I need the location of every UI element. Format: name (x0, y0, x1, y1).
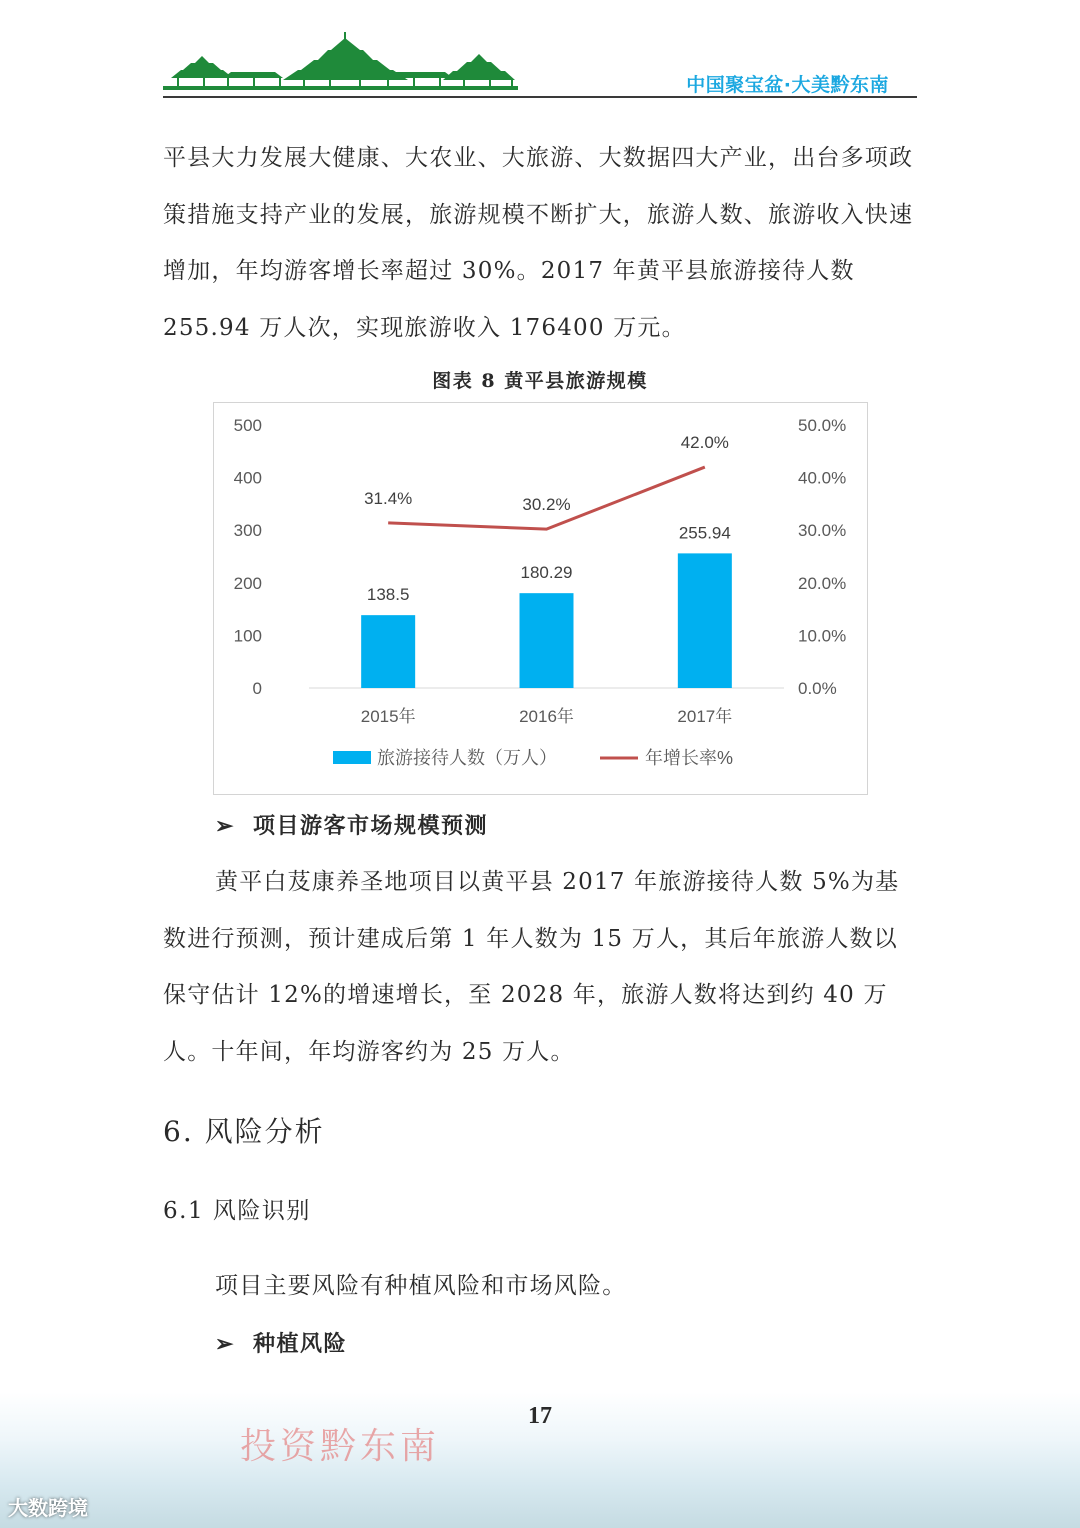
bullet-planting-risk (215, 1327, 347, 1358)
header-tagline: 中国聚宝盆·大美黔东南 (686, 74, 889, 96)
y-right-tick-label: 20.0% (798, 573, 847, 593)
y-left-tick-label: 400 (233, 468, 262, 488)
y-left-tick-label: 100 (233, 626, 262, 646)
y-left-tick-label: 200 (233, 573, 262, 593)
forecast-paragraph: 黄平白芨康养圣地项目以黄平县 2017 年旅游接待人数 5%为基数进行预测，预计建成后第 1 年人数为 15 万人，其后年旅游人数以保守估计 12%的增速增长，至 2028 年，旅游人数将达到约 40 万人。十年间，年均游客约为 25 万人。 (163, 869, 900, 1065)
bar-data-label: 180.29 (520, 563, 573, 583)
legend-bar-swatch (333, 751, 371, 764)
chart-svg (214, 403, 867, 794)
arrow-bullet-icon: ➢ (215, 1331, 235, 1357)
pavilion-logo-icon (163, 30, 523, 100)
page-header (163, 30, 917, 102)
bar (361, 615, 415, 688)
bullet-label: 项目游客市场规模预测 (253, 813, 489, 839)
section-heading-risk-analysis: 6. 风险分析 (163, 1115, 325, 1148)
y-right-tick-label: 40.0% (798, 468, 847, 488)
legend-line-label: 年增长率% (645, 748, 734, 768)
y-right-tick-label: 0.0% (798, 679, 837, 698)
y-right-tick-label: 50.0% (798, 416, 847, 435)
watermark-logo: 投资黔东南 (240, 1426, 441, 1467)
subsection-heading-risk-identification: 6.1 风险识别 (163, 1198, 311, 1224)
y-left-tick-label: 300 (233, 521, 262, 541)
bar-data-label: 255.94 (678, 523, 731, 543)
y-left-tick-label: 0 (252, 679, 262, 698)
y-left-tick-label: 500 (233, 416, 262, 435)
x-tick-label: 2015年 (360, 707, 416, 726)
arrow-bullet-icon: ➢ (215, 813, 235, 839)
page-number: 17 (528, 1403, 552, 1429)
y-right-tick-label: 10.0% (798, 626, 847, 646)
line-data-label: 31.4% (364, 488, 413, 508)
bar (520, 593, 574, 688)
bar-data-label: 138.5 (366, 585, 410, 605)
bullet-label: 种植风险 (253, 1331, 348, 1357)
y-right-tick-label: 30.0% (798, 521, 847, 541)
bar (678, 553, 732, 688)
intro-paragraph: 平县大力发展大健康、大农业、大旅游、大数据四大产业，出台多项政策措施支持产业的发展，旅游规模不断扩大，旅游人数、旅游收入快速增加，年均游客增长率超过 30%。2017 年黄平县旅游接待人数 255.94 万人次，实现旅游收入 176400 万元。 (163, 145, 914, 341)
x-tick-label: 2016年 (519, 707, 574, 726)
bullet-market-forecast (215, 809, 488, 840)
tourism-chart (213, 402, 868, 795)
watermark-brand: 大数跨境 (8, 1496, 88, 1520)
line-data-label: 42.0% (680, 433, 729, 453)
line-data-label: 30.2% (522, 495, 571, 515)
legend-bar-label: 旅游接待人数（万人） (377, 748, 557, 768)
risk-paragraph: 项目主要风险有种植风险和市场风险。 (215, 1273, 627, 1299)
header-rule (163, 96, 917, 98)
x-tick-label: 2017年 (677, 707, 733, 726)
figure-caption: 图表 8 黄平县旅游规模 (432, 370, 648, 392)
